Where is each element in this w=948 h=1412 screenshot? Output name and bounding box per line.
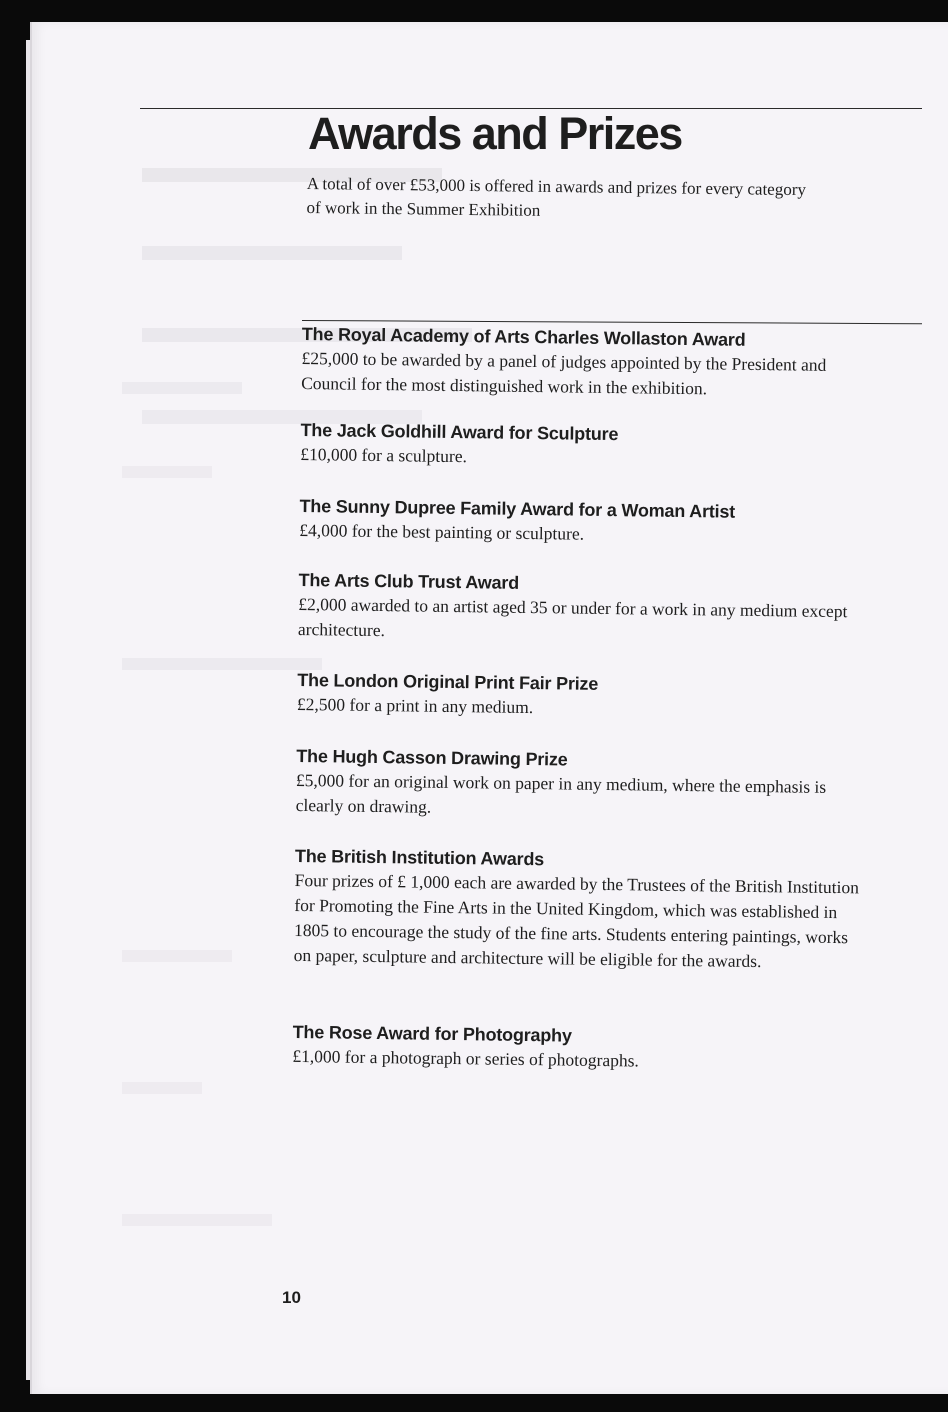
award-description: £5,000 for an original work on paper in any medium, where the emphasis is clearly on drawing. [295,769,827,817]
award-item [292,1020,873,1077]
intro-paragraph: A total of over £53,000 is offered in awards and prizes for every category of work in the Summer Exhibition [306,173,807,220]
award-item [298,568,879,650]
award-title: The Rose Award for Photography [292,1021,572,1046]
award-description: £2,500 for a print in any medium. [296,693,534,718]
award-title: The Sunny Dupree Family Award for a Woman Artist [299,495,736,522]
award-item [301,322,882,404]
award-title: The Royal Academy of Arts Charles Wollaston Award [301,323,746,350]
page-title: Awards and Prizes [308,108,682,159]
award-item [299,494,880,551]
award-title: The Jack Goldhill Award for Sculpture [300,419,619,445]
award-item [296,744,877,826]
award-title: The London Original Print Fair Prize [297,669,599,694]
award-description: £10,000 for a sculpture. [300,443,468,467]
award-title: The British Institution Awards [294,845,545,870]
award-description: Four prizes of £ 1,000 each are awarded by the Trustees of the British Institution for Promoting the Fine Arts in the United Kingdom, which was established in 1805 to encourage the study of the fine arts. Students entering paintings, works on paper, sculpture and architecture will be eligible for the awards. [293,869,860,972]
award-description: £2,000 awarded to an artist aged 35 or under for a work in any medium except architecture. [297,593,848,641]
award-title: The Hugh Casson Drawing Prize [296,745,568,770]
award-item [300,418,881,475]
award-title: The Arts Club Trust Award [298,569,520,593]
award-item [297,668,878,725]
award-description: £1,000 for a photograph or series of photographs. [292,1045,640,1071]
page-number: 10 [282,1288,301,1307]
award-description: £4,000 for the best painting or sculpture. [299,519,585,544]
award-item [294,844,876,976]
document-page [30,22,948,1394]
award-description: £25,000 to be awarded by a panel of judges appointed by the President and Council for the most distinguished work in the exhibition. [301,347,827,399]
